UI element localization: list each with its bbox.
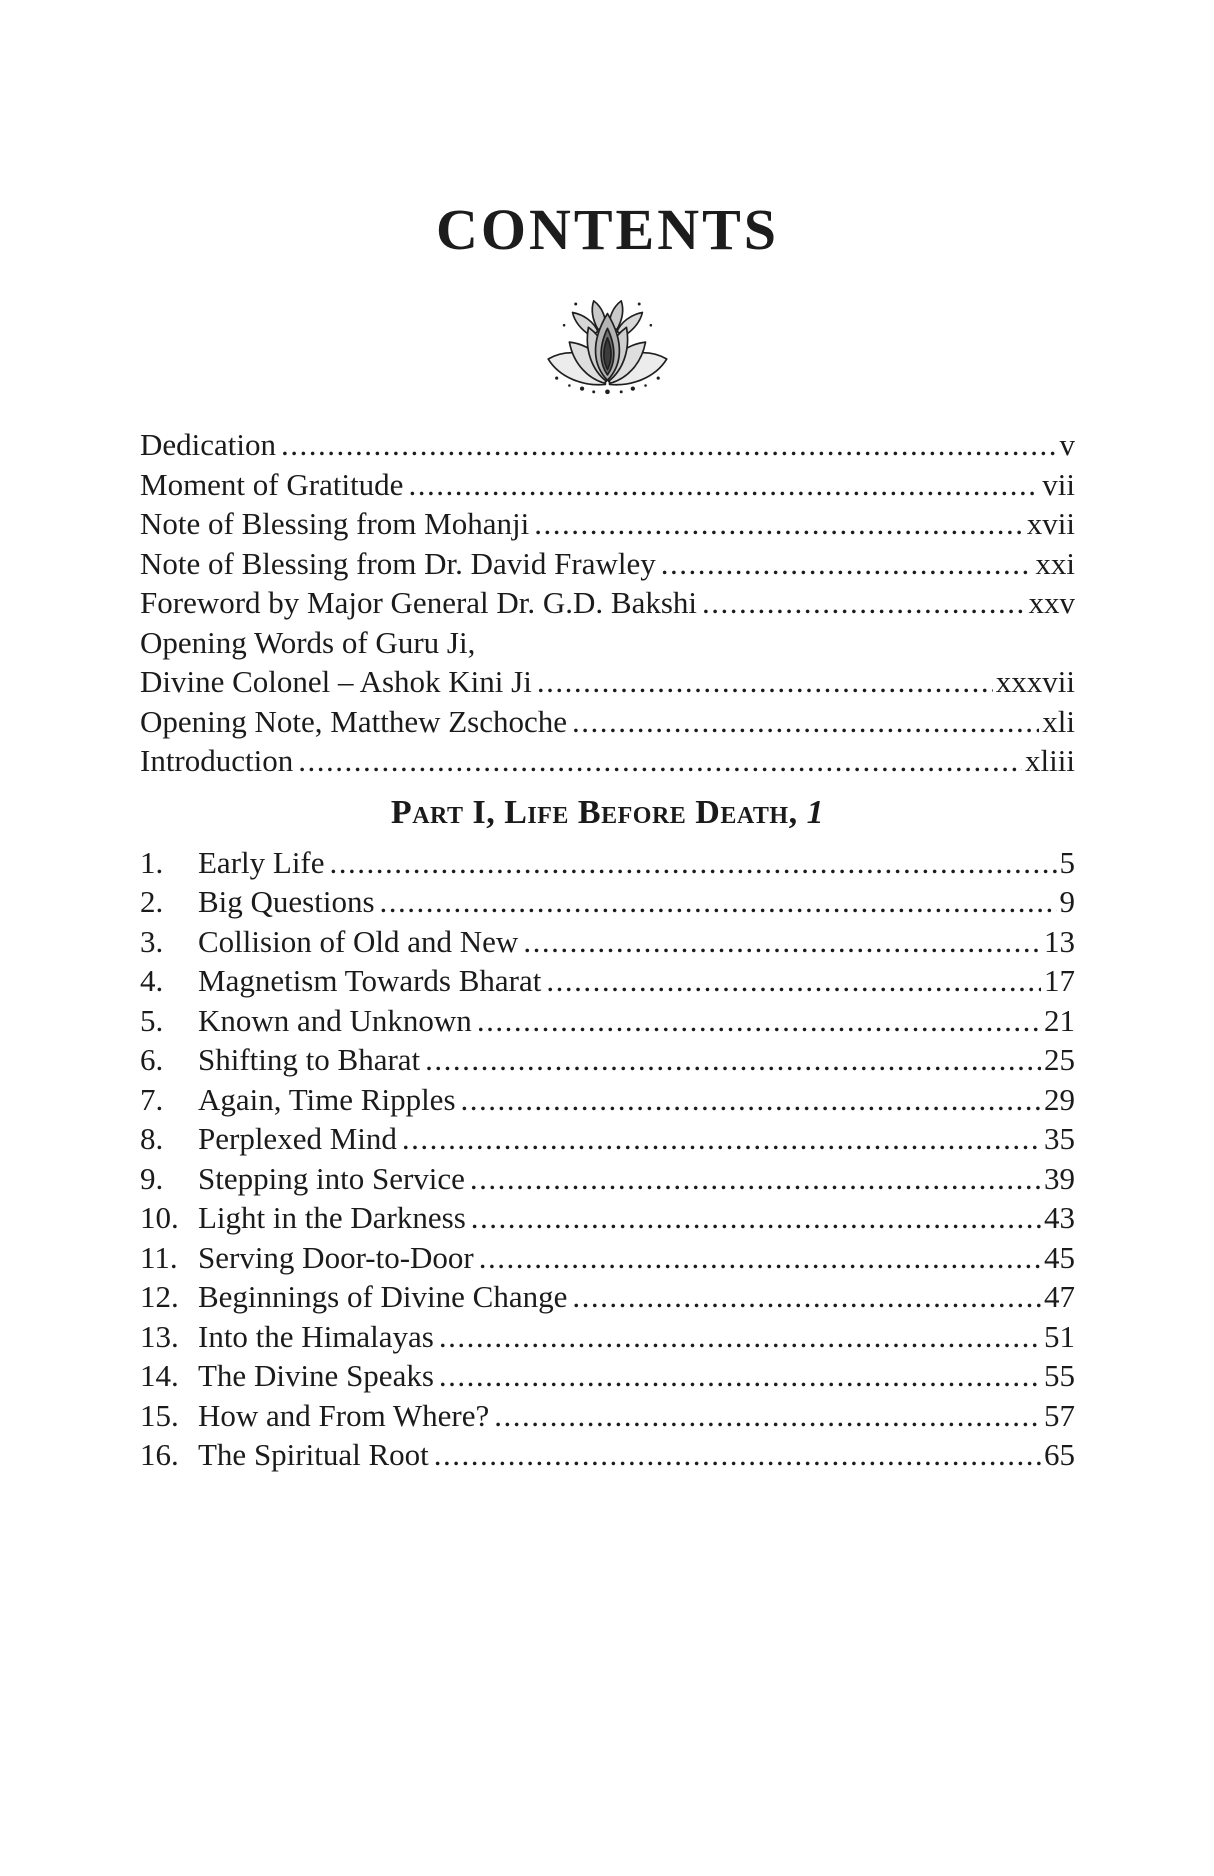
toc-entry[interactable] <box>140 583 1075 623</box>
entry-title: Light in the Darkness <box>198 1200 466 1235</box>
dot-leader <box>330 843 1057 883</box>
entry-title: Beginnings of Divine Change <box>198 1279 568 1314</box>
entry-page: 47 <box>1044 1279 1075 1314</box>
dot-leader <box>408 465 1039 505</box>
dot-leader <box>434 1435 1041 1475</box>
part-header-label: Part I, Life Before Death, <box>390 793 798 831</box>
entry-title: Note of Blessing from Dr. David Frawley <box>140 545 656 581</box>
dot-leader <box>425 1040 1041 1080</box>
dot-leader <box>281 425 1056 465</box>
lotus-illustration <box>140 285 1075 397</box>
toc-entry[interactable] <box>140 1435 1075 1475</box>
part-header <box>140 794 1075 832</box>
entry-page: 21 <box>1044 1002 1075 1038</box>
entry-number: 9. <box>140 1160 164 1196</box>
toc-entry[interactable] <box>140 882 1075 922</box>
entry-page: v <box>1059 427 1075 462</box>
entry-title: Stepping into Service <box>198 1160 465 1196</box>
entry-title: Moment of Gratitude <box>140 466 404 502</box>
entry-number: 16. <box>140 1437 179 1472</box>
entry-number: 8. <box>140 1121 164 1156</box>
entry-page: 9 <box>1059 884 1075 919</box>
entry-title: The Divine Speaks <box>198 1358 434 1393</box>
entry-title: Early Life <box>198 844 325 880</box>
entry-number: 3. <box>140 923 164 959</box>
toc-entry[interactable] <box>140 961 1075 1001</box>
toc-entry[interactable] <box>140 843 1075 883</box>
dot-leader <box>439 1317 1041 1357</box>
entry-page: xxv <box>1028 585 1075 620</box>
dot-leader <box>298 741 1022 781</box>
entry-title: Serving Door-to-Door <box>198 1239 474 1275</box>
toc-entry[interactable] <box>140 1317 1075 1357</box>
entry-page: 51 <box>1044 1318 1075 1354</box>
dot-leader <box>702 583 1025 623</box>
dot-leader <box>439 1356 1041 1396</box>
toc-entry[interactable] <box>140 1001 1075 1041</box>
front-matter-list <box>140 425 1075 781</box>
toc-entry[interactable] <box>140 1277 1075 1317</box>
dot-leader <box>471 1198 1041 1238</box>
entry-number: 14. <box>140 1358 179 1393</box>
toc-entry[interactable] <box>140 1238 1075 1278</box>
toc-entry[interactable] <box>140 702 1075 742</box>
dot-leader <box>380 882 1057 922</box>
entry-page: xliii <box>1025 743 1075 778</box>
entry-page: 5 <box>1059 844 1075 880</box>
entry-page: 45 <box>1044 1239 1075 1275</box>
entry-number: 4. <box>140 963 164 998</box>
toc-entry[interactable] <box>140 1040 1075 1080</box>
entry-title: Dedication <box>140 427 277 462</box>
toc-entry[interactable] <box>140 1119 1075 1159</box>
entry-number: 13. <box>140 1318 179 1354</box>
entry-page: xvii <box>1026 506 1075 541</box>
entry-page: xli <box>1042 703 1075 739</box>
toc-entry[interactable] <box>140 465 1075 505</box>
entry-title: Foreword by Major General Dr. G.D. Bakshi <box>140 585 698 620</box>
entry-title: Opening Words of Guru Ji, <box>140 624 476 660</box>
toc-entry[interactable] <box>140 922 1075 962</box>
entry-number: 10. <box>140 1200 179 1235</box>
toc-entry[interactable] <box>140 1198 1075 1238</box>
entry-number: 6. <box>140 1042 164 1077</box>
entry-page: 57 <box>1044 1397 1075 1433</box>
dot-leader <box>470 1159 1041 1199</box>
dot-leader <box>534 504 1024 544</box>
entry-number: 5. <box>140 1002 164 1038</box>
entry-title: The Spiritual Root <box>198 1437 429 1472</box>
toc-entry[interactable] <box>140 623 1075 663</box>
entry-number: 2. <box>140 884 164 919</box>
entry-title: Opening Note, Matthew Zschoche <box>140 703 567 739</box>
dot-leader <box>546 961 1041 1001</box>
toc-entry[interactable] <box>140 1080 1075 1120</box>
entry-page: xxi <box>1035 545 1075 581</box>
entry-page: 35 <box>1044 1121 1075 1156</box>
page-title: CONTENTS <box>435 197 780 262</box>
dot-leader <box>402 1119 1041 1159</box>
chapter-list <box>140 843 1075 1475</box>
entry-page: 13 <box>1044 923 1075 959</box>
entry-title: How and From Where? <box>198 1397 490 1433</box>
entry-title: Note of Blessing from Mohanji <box>140 506 530 541</box>
toc-entry[interactable] <box>140 425 1075 465</box>
entry-title: Divine Colonel – Ashok Kini Ji <box>140 664 532 699</box>
entry-page: 65 <box>1044 1437 1075 1472</box>
entry-number: 15. <box>140 1397 179 1433</box>
toc-entry[interactable] <box>140 504 1075 544</box>
dot-leader <box>479 1238 1041 1278</box>
entry-title: Big Questions <box>198 884 375 919</box>
entry-title: Known and Unknown <box>198 1002 472 1038</box>
entry-page: xxxvii <box>995 664 1075 699</box>
part-header-page: 1 <box>806 793 825 831</box>
entry-number: 12. <box>140 1279 179 1314</box>
dot-leader <box>494 1396 1041 1436</box>
lotus-icon <box>544 285 671 395</box>
entry-title: Into the Himalayas <box>198 1318 434 1354</box>
dot-leader <box>461 1080 1041 1120</box>
entry-number: 1. <box>140 844 164 880</box>
toc-entry[interactable] <box>140 662 1075 702</box>
dot-leader <box>661 544 1033 584</box>
entry-page: 25 <box>1044 1042 1075 1077</box>
entry-page: 29 <box>1044 1081 1075 1117</box>
entry-number: 11. <box>140 1239 178 1275</box>
toc-entry[interactable] <box>140 1356 1075 1396</box>
entry-title: Shifting to Bharat <box>198 1042 421 1077</box>
entry-title: Collision of Old and New <box>198 923 519 959</box>
dot-leader <box>477 1001 1041 1041</box>
dot-leader <box>523 922 1041 962</box>
entry-title: Introduction <box>140 743 294 778</box>
toc-entry[interactable] <box>140 1159 1075 1199</box>
entry-title: Again, Time Ripples <box>198 1081 456 1117</box>
entry-page: 17 <box>1044 963 1075 998</box>
entry-page: 43 <box>1044 1200 1075 1235</box>
entry-page: 55 <box>1044 1358 1075 1393</box>
toc-entry[interactable] <box>140 544 1075 584</box>
entry-title: Magnetism Towards Bharat <box>198 963 542 998</box>
entry-number: 7. <box>140 1081 164 1117</box>
toc-entry[interactable] <box>140 741 1075 781</box>
entry-page: 39 <box>1044 1160 1075 1196</box>
dot-leader <box>537 662 993 702</box>
dot-leader <box>572 1277 1041 1317</box>
entry-title: Perplexed Mind <box>198 1121 397 1156</box>
entry-page: vii <box>1042 466 1075 502</box>
dot-leader <box>572 702 1039 742</box>
toc-entry[interactable] <box>140 1396 1075 1436</box>
